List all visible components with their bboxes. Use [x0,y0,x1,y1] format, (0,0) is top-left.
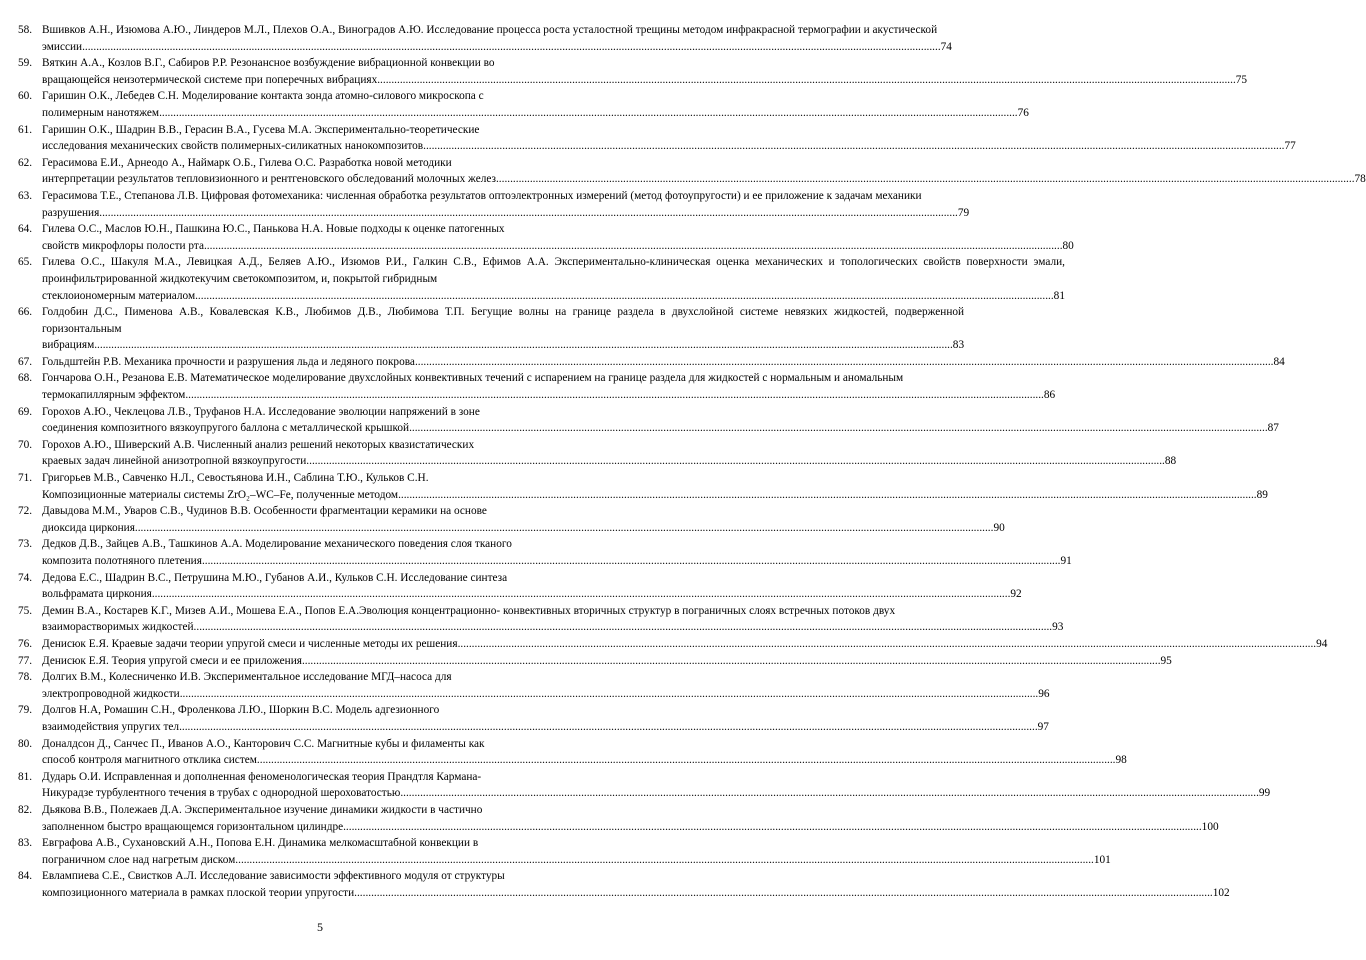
dot-leader [94,337,953,354]
entry-number: 64. [18,223,33,236]
entry-last-line [42,885,1230,902]
entry-line: процесса роста усталостной трещины методом инфракрасной термографии и акустической [496,24,938,36]
entry-last-line [42,337,964,354]
entry-line: конвективных вторичных структур в пограничных слоях встречных потоков двух [502,604,896,617]
entry-last-line [42,487,1268,504]
entry-last-line [42,520,1005,537]
entry-number: 71. [18,472,33,485]
toc-entry [18,88,1029,121]
entry-page-number: 100 [1201,820,1219,833]
toc-entry [18,736,1127,769]
entry-page-number: 79 [957,206,970,219]
entry-title-end: эмиссии [42,40,83,53]
entry-last-line [42,719,1049,736]
entry-page-number: 97 [1037,720,1049,733]
entry-number: 73. [18,538,33,551]
toc-entry [18,769,1271,802]
entry-text [42,503,1005,520]
entry-line: Голдобин Д.С., Пименова А.В., Ковалевская К.В., Любимов Д.В., Любимова Т.П. Бегущие волны [42,306,549,319]
dot-leader [159,105,1018,122]
entry-text [42,868,1230,885]
toc-entry [18,404,1279,437]
entry-page-number: 75 [1235,73,1248,86]
entry-title-end: композита полотняного плетения [42,555,202,567]
toc-entry [18,122,1296,155]
entry-number: 81. [18,770,33,783]
entry-line: на границе раздела в двухслойной системе невязких жидкостей, подверженной горизонтальным [42,306,965,335]
entry-title-end: свойств микрофлоры полости рта [42,239,204,252]
entry-text [42,55,1247,72]
entry-last-line [42,553,1072,570]
entry-line: Доналдсон Д., Санчес П., Иванов А.О., Канторович С.С. Магнитные кубы и филаменты как [42,737,485,750]
entry-title-end: Композиционные материалы системы ZrO₂–WC–Fe, полученные методом [42,488,399,501]
entry-line: Экспериментально-клиническая оценка механических и топологических свойств поверхности [554,256,1028,269]
page-number: 5 [317,920,323,934]
entry-number: 84. [18,870,33,883]
dot-leader [343,819,1202,836]
entry-body [42,570,1022,603]
toc-entry [18,702,1049,735]
entry-line: оптоэлектронных измерений (метод фотоупругости) и ее приложение к задачам механики [488,189,922,202]
entry-line: Дедков Д.В., Зайцев А.В., Ташкинов А.А. Моделирование механического поведения слоя тканого [42,538,512,551]
toc-entry [18,470,1268,503]
entry-body [42,702,1049,735]
dot-leader [152,586,1011,603]
entry-number: 65. [18,256,33,269]
entry-number: 76. [18,637,33,650]
entry-line: Дедова Е.С., Шадрин В.С., Петрушина М.Ю., Губанов А.И., Кульков С.Н. Исследование синтеза [42,571,508,584]
entry-body [42,22,952,55]
entry-title-end: электропроводной жидкости [42,687,180,700]
dot-leader [415,354,1274,371]
dot-leader [82,39,941,56]
entry-line: Герасимова Е.И., Арнеодо А., Наймарк О.Б., Гилева О.С. Разработка новой методики [42,156,452,169]
toc-entry [18,254,1065,304]
entry-title-end: исследования механических свойств полимерных-силикатных нанокомпозитов. [42,140,426,153]
entry-text [42,304,964,337]
entry-line: Горохов А.Ю., Шиверский А.В. Численный анализ решений некоторых квазистатических [42,438,475,451]
entry-page-number: 90 [993,521,1005,534]
entry-body [42,122,1296,155]
entry-page-number: 93 [1052,621,1064,634]
entry-number: 70. [18,438,33,451]
entry-page-number: 89 [1256,488,1268,501]
entry-text [42,88,1029,105]
entry-page-number: 87 [1267,422,1279,435]
entry-text [42,370,1055,387]
entry-line: Гилева О.С., Маслов Ю.Н., Пашкина Ю.С., Паньковa Н.А. Новые подходы к оценке патогенных [42,223,505,236]
entry-line: течений с испарением на границе раздела для жидкостей с нормальным и аномальным [485,372,904,385]
entry-last-line [42,288,1065,305]
entry-line: Долгов Н.А, Ромашин С.Н., Фроленкова Л.Ю., Шоркин В.С. Модель адгезионного [42,704,440,717]
entry-line: Вшивков А.Н., Изюмова А.Ю., Линдеров М.Л., Плехов О.А., Виноградов А.Ю. Исследование [42,24,494,36]
toc-entry [18,503,1005,536]
entry-title-end: Гольдштейн Р.В. Механика прочности и разрушения льда и ледяного покрова [42,355,415,368]
entry-number: 62. [18,156,33,169]
entry-title-end: пограничном слое над нагретым диском [42,853,236,866]
entry-page-number: 81 [1053,289,1065,302]
entry-body [42,254,1065,304]
toc-entry [18,155,1366,188]
entry-last-line [42,205,969,222]
entry-last-line [42,138,1296,155]
entry-text [42,736,1127,753]
entry-text [42,22,952,39]
entry-body [42,155,1366,188]
entry-line: Гончарова О.Н., Резанова Е.В. Математическое моделирование двухслойных конвективных [42,372,483,385]
entry-line: Дьякова В.В., Полежаев Д.А. Экспериментальное изучение динамики жидкости в частично [42,803,483,816]
entry-last-line [42,586,1022,603]
entry-body [42,536,1072,569]
entry-number: 66. [18,306,33,319]
entry-body [42,835,1111,868]
entry-last-line [42,72,1247,89]
entry-line: Дударь О.И. Исправленная и дополненная феноменологическая теория Прандтля Кармана- [42,770,482,783]
entry-number: 67. [18,355,33,368]
entry-page-number: 98 [1115,754,1127,767]
entry-page-number: 92 [1010,588,1022,601]
entry-text [42,603,1063,620]
entry-page-number: 86 [1043,389,1056,402]
entry-line: Евлампиева С.Е., Свистков А.Л. Исследование зависимости эффективного модуля от структуры [42,870,505,883]
entry-number: 83. [18,837,33,850]
entry-number: 74. [18,571,33,584]
entry-number: 63. [18,189,33,202]
entry-title-end: способ контроля магнитного отклика систем [42,754,257,767]
dot-leader [257,752,1116,769]
toc-entry [18,55,1248,88]
entry-title-end: Денисюк Е.Я. Теория упругой смеси и ее приложения [42,654,302,667]
entry-body [42,769,1270,802]
entry-body [42,653,1172,670]
entry-line: Горохов А.Ю., Чеклецова Л.В., Труфанов Н.А. Исследование эволюции напряжений в зоне [42,405,480,418]
entry-title-end: взаимодействия упругих тел [42,720,180,733]
toc-entry [18,802,1219,835]
entry-body [42,88,1029,121]
entry-number: 60. [18,90,33,103]
entry-body [42,503,1005,536]
entry-title-end: краевых задач линейной анизотропной вязкоупругости [42,455,307,468]
entry-text [42,221,1074,238]
toc-entry [18,570,1022,603]
entry-line: Евграфова А.В., Сухановский А.Н., Попова Е.Н. Динамика мелкомасштабной конвекции в [42,837,479,850]
entry-line: Демин В.А., Костарев К.Г., Мизев А.И., Мошева Е.А., Попов Е.А.Эволюция концентрационно- [42,604,501,617]
entry-page-number: 95 [1160,654,1172,667]
dot-leader [179,719,1038,736]
entry-line: Долгих В.М., Колесниченко И.В. Экспериментальное исследование МГД–насоса для [42,671,452,684]
dot-leader [306,453,1165,470]
dot-leader [426,138,1285,155]
dot-leader [496,171,1355,188]
dot-leader [377,72,1236,89]
toc-entry [18,636,1328,653]
entry-title-end: композиционного материала в рамках плоской теории упругости [42,886,355,899]
dot-leader [99,205,958,222]
toc-entry [18,437,1177,470]
entry-number: 59. [18,57,33,70]
entry-body [42,470,1268,503]
entry-number: 72. [18,505,33,518]
entry-body [42,868,1230,901]
entry-page-number: 78 [1354,173,1366,186]
entry-line: Герасимова Т.Е., Степанова Л.В. Цифровая фотомеханика: численная обработка результатов [42,189,486,202]
entry-title-end: взаиморастворимых жидкостей [42,621,194,634]
entry-body [42,188,969,221]
entry-line: Григорьев М.В., Савченко Н.Л., Севостьянова И.Н., Саблина Т.Ю., Кульков С.Н. [42,472,429,485]
entry-last-line [42,453,1176,470]
entry-last-line [42,653,1172,670]
entry-last-line [42,105,1029,122]
entry-page-number: 76 [1017,106,1029,119]
entry-line: Гаришин О.К., Шадрин В.В., Герасин В.А., Гусева М.А. Экспериментально-теоретические [42,123,480,136]
entry-title-end: стеклоиономерным материалом [42,289,196,302]
entry-title-end: Никурадзе турбулентного течения в трубах с однородной шероховатостью [42,787,401,800]
dot-leader [400,785,1259,802]
entry-body [42,669,1050,702]
toc-entry [18,304,965,354]
entry-number: 82. [18,803,33,816]
table-of-contents [18,22,1366,901]
entry-text [42,802,1219,819]
entry-page-number: 80 [1062,239,1074,252]
dot-leader [195,288,1054,305]
entry-body [42,437,1176,470]
entry-page-number: 91 [1060,555,1072,567]
entry-text [42,835,1111,852]
entry-number: 69. [18,405,33,418]
toc-entry [18,188,970,221]
dot-leader [202,553,1061,570]
dot-leader [194,619,1053,636]
entry-page-number: 74 [940,40,952,53]
entry-last-line [42,171,1366,188]
entry-line: Гаришин О.К., Лебедев С.Н. Моделирование контакта зонда атомно-силового микроскопа с [42,90,484,103]
toc-entry [18,603,1064,636]
entry-body [42,636,1327,653]
toc-entry [18,22,952,55]
entry-page-number: 84 [1273,355,1285,368]
entry-body [42,802,1219,835]
entry-page-number: 102 [1212,886,1230,899]
toc-entry [18,354,1285,371]
entry-text [42,155,1366,172]
entry-line: Вяткин А.А., Козлов В.Г., Сабиров Р.Р. Резонансное возбуждение вибрационной конвекции во [42,57,495,70]
dot-leader [398,487,1257,504]
entry-number: 78. [18,671,33,684]
entry-page-number: 77 [1284,140,1296,153]
entry-page-number: 83 [952,339,965,352]
entry-last-line [42,619,1063,636]
entry-last-line [42,686,1050,703]
dot-leader [235,852,1094,869]
entry-body [42,736,1127,769]
entry-last-line [42,636,1327,653]
entry-text [42,769,1270,786]
entry-title-end: разрушения [42,206,100,219]
entry-line: эмали, проинфильтрированной жидкотекучим светокомпозитом, и, покрытой гибридным [42,256,1065,285]
entry-page-number: 88 [1164,455,1177,468]
entry-title-end: полимерным нанотяжем [42,106,160,119]
entry-number: 61. [18,123,33,136]
entry-title-end: вибрациям [42,339,95,352]
entry-title-end: диоксида циркония [42,521,135,534]
entry-page-number: 101 [1093,853,1111,866]
entry-line: Давыдова М.М., Уваров С.В., Чудинов В.В. Особенности фрагментации керамики на основе [42,505,487,518]
entry-text [42,669,1050,686]
dot-leader [185,387,1044,404]
entry-text [42,404,1279,421]
entry-text [42,437,1176,454]
dot-leader [354,885,1213,902]
dot-leader [204,238,1063,255]
toc-entry [18,669,1050,702]
entry-page-number: 94 [1316,637,1328,650]
entry-body [42,55,1247,88]
entry-last-line [42,354,1285,371]
entry-last-line [42,785,1270,802]
entry-text [42,702,1049,719]
entry-body [42,370,1055,403]
toc-entry [18,221,1074,254]
entry-body [42,404,1279,437]
entry-body [42,603,1063,636]
entry-body [42,221,1074,254]
toc-entry [18,653,1172,670]
entry-last-line [42,819,1219,836]
entry-title-end: интерпретации результатов тепловизионного и рентгеновского обследований молочных желез [42,173,496,186]
entry-title-end: Денисюк Е.Я. Краевые задачи теории упругой смеси и численные методы их решения [42,637,458,650]
toc-entry [18,536,1072,569]
entry-last-line [42,238,1074,255]
entry-body [42,304,964,354]
entry-number: 79. [18,704,33,717]
entry-title-end: вращающейся неизотермической системе при поперечных вибрациях [42,73,378,86]
dot-leader [409,420,1268,437]
entry-title-end: вольфрамата циркония [42,588,152,601]
dot-leader [302,653,1161,670]
entry-number: 58. [18,24,33,36]
entry-number: 68. [18,372,33,385]
entry-title-end: соединения композитного вязкоупругого баллона с металлической крышкой [42,422,410,435]
entry-page-number: 96 [1038,687,1050,700]
toc-entry [18,835,1111,868]
dot-leader [458,636,1317,653]
entry-page-number: 99 [1258,787,1271,800]
entry-last-line [42,387,1055,404]
dot-leader [135,520,994,537]
toc-entry [18,868,1230,901]
entry-text [42,570,1022,587]
entry-last-line [42,852,1111,869]
entry-line: Гилева О.С., Шакуля М.А., Левицкая А.Д., Беляев А.Ю., Изюмов Р.И., Галкин С.В., Ефимов А.А. [42,256,549,269]
entry-text [42,536,1072,553]
entry-text [42,470,1268,487]
entry-text [42,122,1296,139]
dot-leader [180,686,1039,703]
entry-last-line [42,39,952,56]
toc-entry [18,370,1056,403]
entry-title-end: термокапиллярным эффектом [42,389,186,402]
entry-text [42,254,1065,287]
entry-last-line [42,420,1279,437]
entry-number: 75. [18,604,33,617]
entry-text [42,188,969,205]
entry-last-line [42,752,1127,769]
entry-body [42,354,1285,371]
entry-title-end: заполненном быстро вращающемся горизонтальном цилиндре [42,820,344,833]
entry-number: 80. [18,737,33,750]
entry-number: 77. [18,654,33,667]
